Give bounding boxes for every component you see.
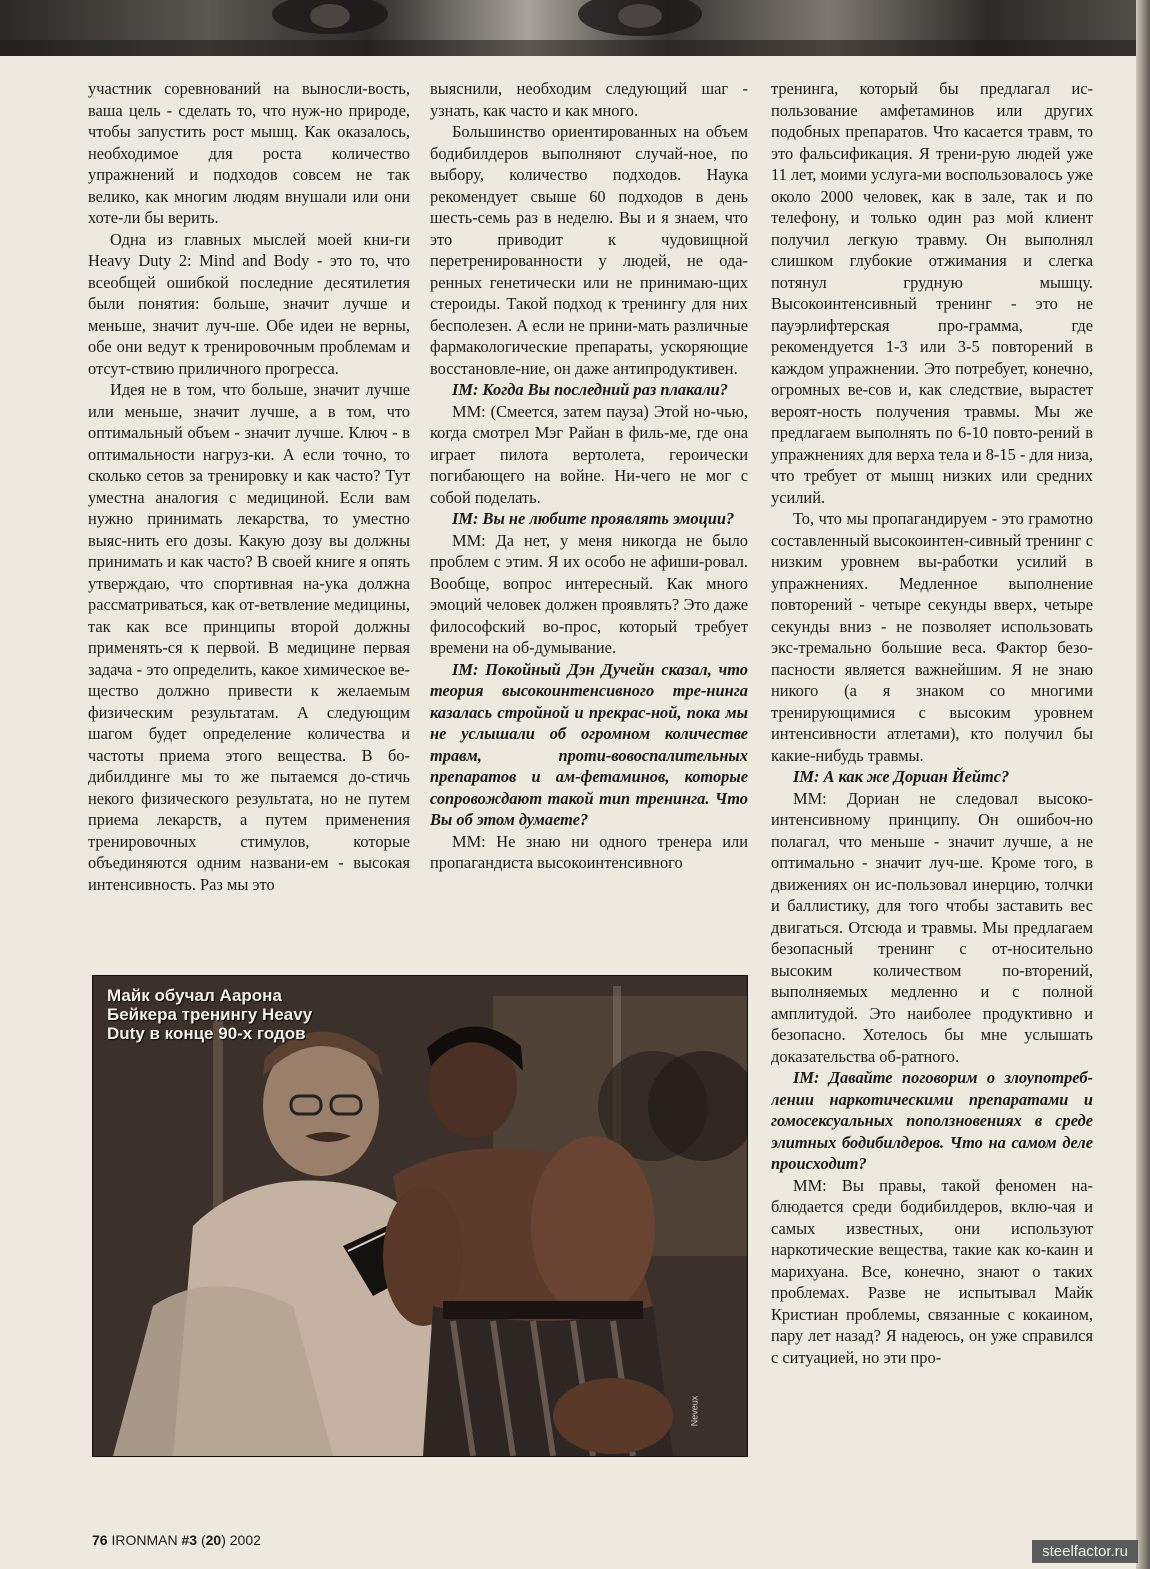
scan-edge	[1136, 0, 1150, 1569]
article-column-1	[88, 78, 410, 978]
interview-question: IM: Когда Вы последний раз плакали?	[452, 380, 728, 399]
issue-paren-close: )	[221, 1532, 226, 1548]
page-footer	[92, 1532, 261, 1548]
article-paragraph: MM: Да нет, у меня никогда не было проблем с этим. Я их особо не афиши-ровал. Вообще, вопрос интересный. Как много эмоций человек должен проявлять? Это даже философский во-прос, который требует времени на об-думывание.	[430, 530, 748, 657]
article-column-2	[430, 78, 748, 978]
photo-scene	[93, 976, 747, 1456]
article-paragraph: тренинга, который бы предлагал ис-пользование амфетаминов или других подобных препаратов. Что касается травм, то это фальсификация. Я трени-рую людей уже 11 лет, моими услуга-ми воспользовалось уже около 2000 человек, как в зале, так и по телефону, и только один раз мой клиент получил легкую травму. Он выполнял слишком глубокие отжимания и слегка потянул грудную мышцу. Высокоинтенсивный тренинг - это не пауэрлифтерская про-грамма, где рекомендуется 1-3 или 3-5 повторений в каждом упражнении. Это потребует, конечно, огромных ве-сов и, как следствие, вырастет вероят-ность получения травмы. Мы же предлагаем выполнять по 6-10 повто-рений в упражнениях для верха тела и 8-15 - для низа, что требует от мышц низких или средних усилий.	[771, 79, 1093, 507]
photo-caption: Майк обучал Аарона Бейкера тренингу Heavy Duty в конце 90-х годов	[107, 986, 313, 1043]
article-paragraph: MM: Не знаю ни одного тренера или пропагандиста высокоинтенсивного	[430, 831, 748, 872]
article-paragraph: Большинство ориентированных на объем бодибилдеров выполняют случай-ное, по выбору, количество подходов. Наука рекомендует свыше 60 подходов в день шесть-семь раз в неделю. Вы и я знаем, что это приводит к чудовищной перетренированности у людей, не ода-ренных генетически или не принимаю-щих стероиды. Такой подход к тренингу для них бесполезен. А если не прини-мать различные фармакологические препараты, ускоряющие восстановле-ние, он даже антипродуктивен.	[430, 122, 748, 378]
article-paragraph: MM: (Смеется, затем пауза) Этой но-чью, когда смотрел Мэг Райан в филь-ме, где она играет пилота вертолета, героически погибающего на войне. Ни-чего не мог с собой поделать.	[430, 401, 748, 507]
article-paragraph: MM: Дориан не следовал высоко-интенсивному принципу. Он ошибоч-но полагал, что меньше - значит лучше, а не оптимально - значит луч-ше. Кроме того, в движениях он ис-пользовал инерцию, толчки и баллистику, для того чтобы заставить вес двигаться. Отсюда и травмы. Мы предлагаем безопасный тренинг с от-носительно высоким количеством по-вторений, выполняемых медленно и с полной амплитудой. Это наиболее продуктивно и безопасно. Хотелось бы мне услышать доказательства об-ратного.	[771, 788, 1093, 1066]
photo-credit: Neveux	[689, 1395, 700, 1427]
issue-paren-open: (	[200, 1532, 206, 1548]
issue-year: 2002	[229, 1532, 261, 1548]
article-paragraph: выяснили, необходим следующий шаг - узнать, как часто и как много.	[430, 79, 748, 120]
interview-question: IM: Покойный Дэн Дучейн сказал, что теория высокоинтенсивного тре-нинга казалась стройной и прекрас-ной, пока мы не услышали об огромном количестве травм, проти-вовоспалительных препаратов и ам-фетаминов, которые сопровождают такой тип тренинга. Что Вы об этом думаете?	[430, 659, 748, 829]
watermark: steelfactor.ru	[1032, 1540, 1138, 1563]
article-paragraph: То, что мы пропагандируем - это грамотно составленный высокоинтен-сивный тренинг с низким уровнем вы-работки усилий в упражнениях. Медленное выполнение повторений - четыре секунды вверх, четыре секунды вниз - не позволяет использовать экс-тремально большие веса. Фактор безо-пасности является важнейшим. Я не знаю никого (а я знаком со многими тренирующимися с высоким уровнем интенсивности атлетами), кто получил бы какие-нибудь травмы.	[771, 509, 1093, 765]
article-paragraph: Идея не в том, что больше, значит лучше или меньше, значит лучше, а в том, что оптимальный объем - значит лучше. Ключ - в оптимальности нагруз-ки. А если точно, то сколько сетов за тренировку и как часто? Тут уместна аналогия с медициной. Если вам нужно принимать лекарства, то уместно выяс-нить его дозы. Какую дозу вы должны принимать и как часто? В своей книге я опять утверждаю, что спортивная на-ука должна рассматриваться, как от-ветвление медицины, так как все принципы второй должны применять-ся к первой. В медицине первая задача - это определить, какое химическое ве-щество должно привести к желаемым физическим результатам. А следующим шагом будет определение количества и частоты приема этого вещества. В бо-дибилдинге мы то же пытаемся до-стичь некого физического результата, но не путем приема лекарств, а путем применения тренировочных стимулов, которые объединяются одним названи-ем - высокая интенсивность. Раз мы это	[88, 380, 410, 894]
article-column-3	[771, 78, 1093, 1508]
article-paragraph: Одна из главных мыслей моей кни-ги Heavy Duty 2: Mind and Body - это то, что всеобщей ошибкой последние десятилетия были понятия: больше, значит лучше и меньше, значит луч-ше. Обе идеи не верны, обе они ведут к тренировочным проблемам и отсут-ствию приличного прогресса.	[88, 229, 410, 378]
article-paragraph: MM: Вы правы, такой феномен на-блюдается среди бодибилдеров, вклю-чая и самых известных, они используют наркотические вещества, такие как ко-каин и марихуана. Все, конечно, знают о таких проблемах. Разве не испытывал Майк Кристиан проблемы, связанные с кокаином, пару лет назад? Я надеюсь, он уже справился с ситуацией, но эти про-	[771, 1175, 1093, 1367]
training-photo	[92, 975, 748, 1457]
page-number: 76	[92, 1532, 108, 1548]
top-photo-eyes	[0, 0, 1150, 56]
magazine-name: IRONMAN	[111, 1532, 178, 1548]
issue-total: 20	[205, 1532, 222, 1548]
interview-question: IM: А как же Дориан Йейтс?	[793, 767, 1010, 786]
top-photo-strip	[0, 0, 1150, 56]
interview-question: IM: Вы не любите проявлять эмоции?	[452, 509, 735, 528]
article-paragraph: участник соревнований на выносли-вость, ваша цель - сделать то, что нуж-но природе, чтобы запустить рост мышц. Как оказалось, необходимое для роста количество упражнений и подходов совсем не так велико, как многим людям внушали или они хоте-ли бы верить.	[88, 79, 410, 227]
issue-number: #3	[181, 1532, 198, 1548]
interview-question: IM: Давайте поговорим о злоупотреб-лении наркотическими препаратами и гомосексуальных поползновениях в среде элитных бодибилдеров. Что на самом деле происходит?	[771, 1068, 1093, 1173]
